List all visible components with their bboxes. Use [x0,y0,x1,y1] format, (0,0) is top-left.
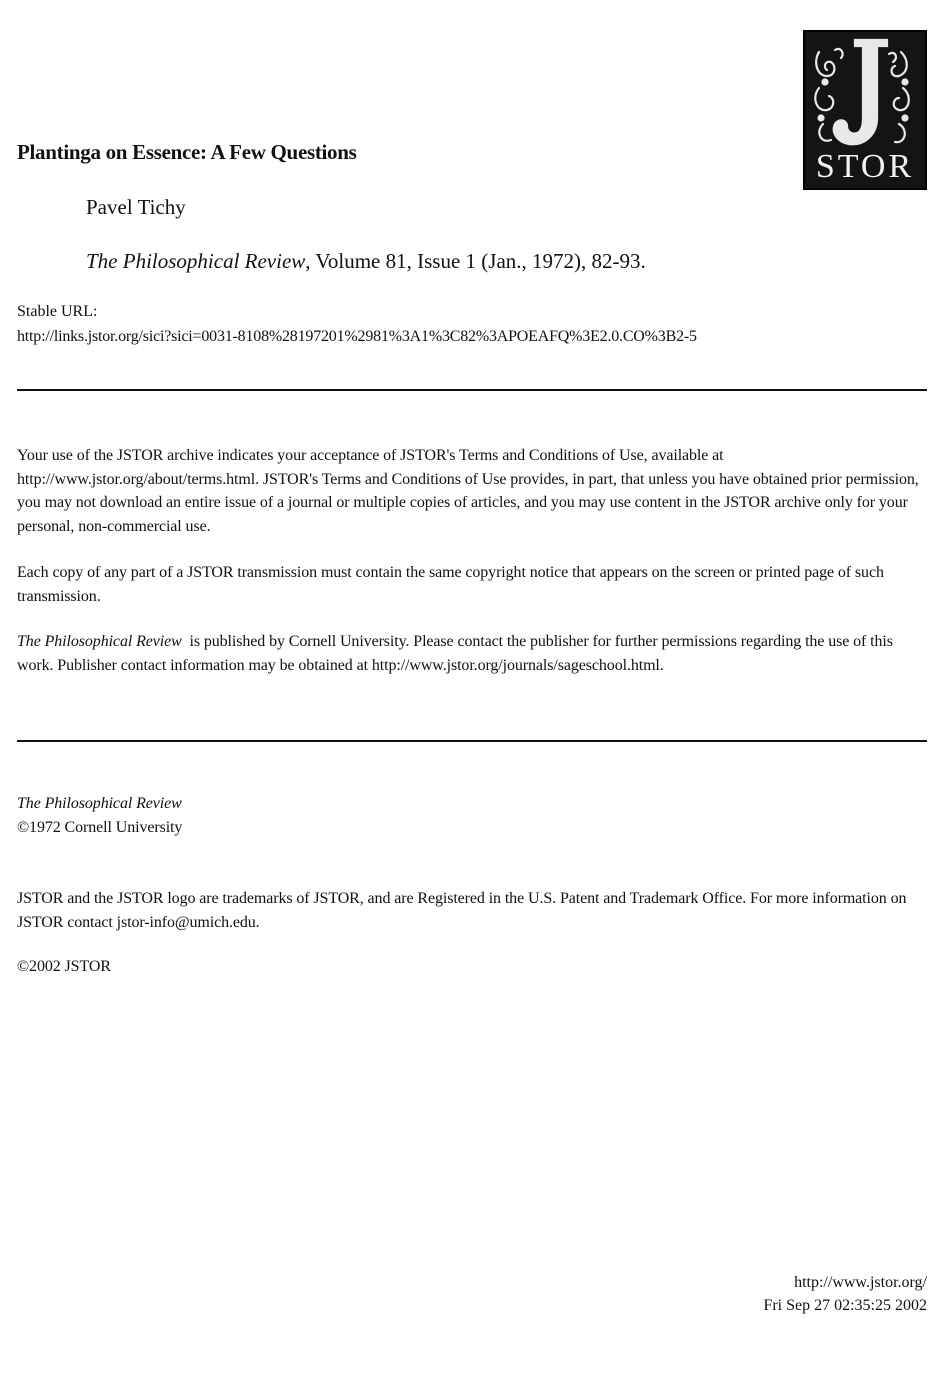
article-title: Plantinga on Essence: A Few Questions [17,140,357,164]
jstor-logo [803,30,927,190]
footer-url: http://www.jstor.org/ [794,1274,927,1291]
publisher-paragraph [17,630,929,677]
citation-journal: The Philosophical Review [86,249,306,273]
divider-top [17,389,927,391]
jstor-copyright [17,955,929,979]
copy-notice [17,561,929,608]
article-citation [86,249,646,274]
jstor-copyright-line: ©2002 JSTOR [17,958,111,975]
logo-wordmark: STOR [815,148,915,185]
copyright-journal: The Philosophical Review [17,795,182,812]
citation-details: , Volume 81, Issue 1 (Jan., 1972), 82-93. [305,249,646,273]
journal-copyright [17,792,929,839]
publisher-journal: The Philosophical Review [17,633,182,650]
trademark-paragraph: JSTOR and the JSTOR logo are trademarks of JSTOR, and are Registered in the U.S. Patent and Trademark Office. For more information on JSTOR contact jstor-info@umich.edu. [17,890,907,931]
jstor-logo-ornament-icon [805,32,925,156]
footer [763,1271,927,1317]
publisher-notice [17,630,929,677]
article-author: Pavel Tichy [86,195,186,219]
terms-notice [17,444,929,538]
publisher-text: is published by Cornell University. Please contact the publisher for further permissions regarding the use of this work. Publisher contact information may be obtained at http://www.jstor.org/journals/sageschool.html. [17,633,897,674]
copy-paragraph: Each copy of any part of a JSTOR transmission must contain the same copyright notice that appears on the screen or printed page of such transmission. [17,564,884,605]
footer-timestamp: Fri Sep 27 02:35:25 2002 [763,1297,927,1314]
stable-url-link[interactable]: http://links.jstor.org/sici?sici=0031-8108%28197201%2981%3A1%3C82%3APOEAFQ%3E2.0.CO%3B2-5 [17,328,697,345]
terms-paragraph: Your use of the JSTOR archive indicates your acceptance of JSTOR's Terms and Conditions of Use, available at http://www.jstor.org/about/terms.html. JSTOR's Terms and Conditions of Use provides, in part, that unless you have obtained prior permission, you may not download an entire issue of a journal or multiple copies of articles, and you may use content in the JSTOR archive only for your personal, non-commercial use. [17,447,919,535]
divider-bottom [17,740,927,742]
stable-url-label: Stable URL: [17,303,98,320]
trademark-notice [17,887,929,934]
copyright-line: ©1972 Cornell University [17,818,183,836]
